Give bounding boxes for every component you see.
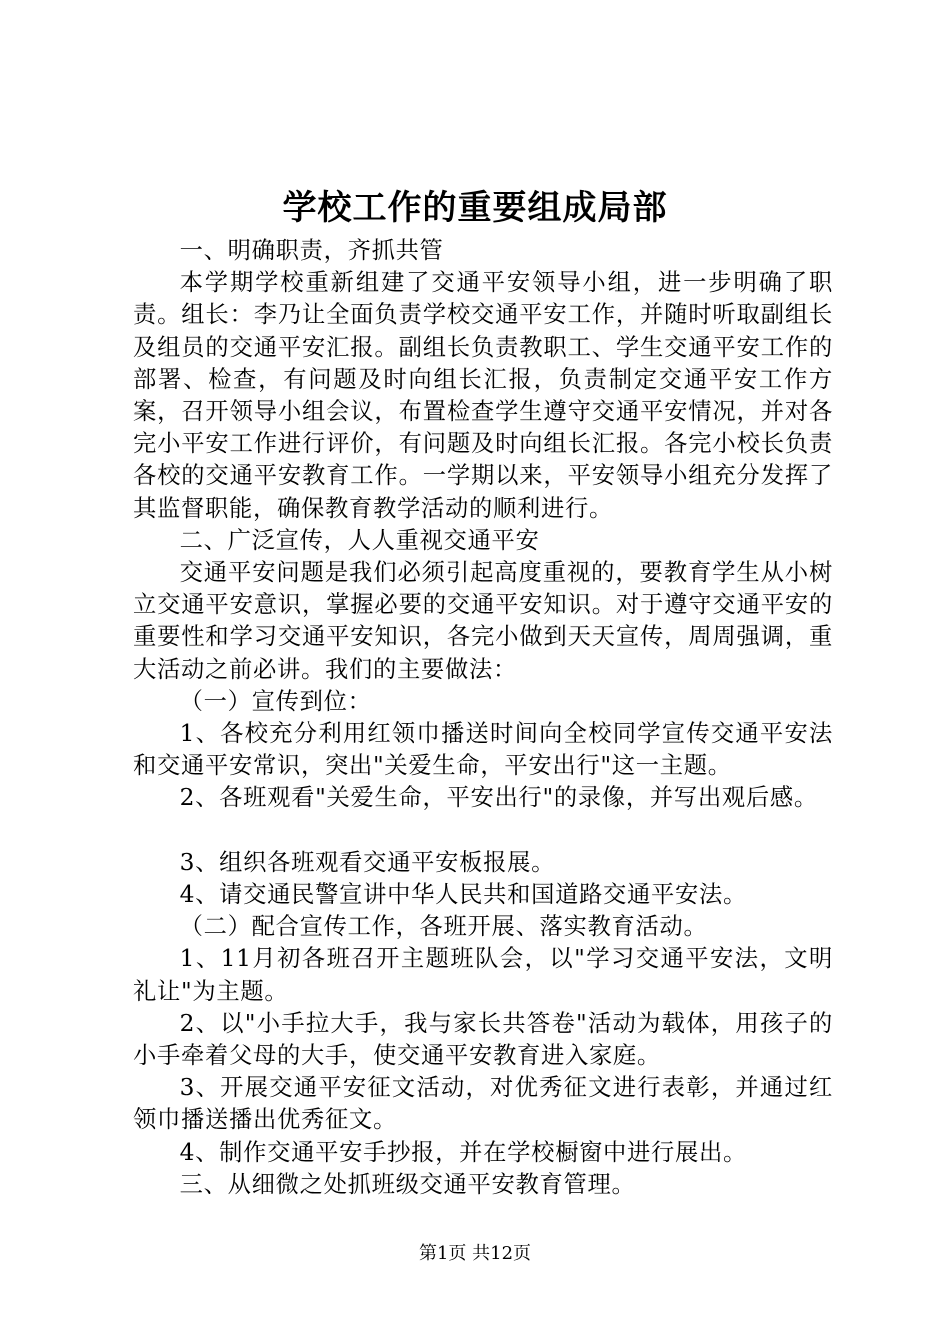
document-body xyxy=(133,235,833,1201)
list-item: 2、以"小手拉大手，我与家长共答卷"活动为载体，用孩子的小手牵着父母的大手，使交通平安教育进入家庭。 xyxy=(133,1009,833,1070)
section-heading-1: 一、明确职责，齐抓共管 xyxy=(179,237,444,264)
subsection-heading-2: （二）配合宣传工作，各班开展、落实教育活动。 xyxy=(179,913,708,941)
section-heading-2: 二、广泛宣传，人人重视交通平安 xyxy=(179,526,540,554)
list-item: 3、组织各班观看交通平安板报展。 xyxy=(179,848,556,876)
document-title: 学校工作的重要组成局部 xyxy=(282,188,668,228)
paragraph: 交通平安问题是我们必须引起高度重视的，要教育学生从小树立交通平安意识，掌握必要的交通平安知识。对于遵守交通平安的重要性和学习交通平安知识，各完小做到天天宣传，周周强调，重大活动之前必讲。我们的主要做法： xyxy=(133,559,833,683)
blank-line xyxy=(133,815,833,847)
list-item: 4、请交通民警宣讲中华人民共和国道路交通平安法。 xyxy=(179,881,748,909)
page-footer: 第1页 共12页 xyxy=(418,1243,532,1264)
subsection-heading-1: （一）宣传到位： xyxy=(179,687,372,715)
list-item: 3、开展交通平安征文活动，对优秀征文进行表彰，并通过红领巾播送播出优秀征文。 xyxy=(133,1074,833,1134)
list-item: 1、各校充分利用红领巾播送时间向全校同学宣传交通平安法和交通平安常识，突出"关爱生命，平安出行"这一主题。 xyxy=(133,720,833,780)
section-heading-3: 三、从细微之处抓班级交通平安教育管理。 xyxy=(179,1170,636,1198)
paragraph: 本学期学校重新组建了交通平安领导小组，进一步明确了职责。组长：李乃让全面负责学校交通平安工作，并随时听取副组长及组员的交通平安汇报。副组长负责教职工、学生交通平安工作的部署、检查，有问题及时向组长汇报，负责制定交通平安工作方案，召开领导小组会议，布置检查学生遵守交通平安情况，并对各完小平安工作进行评价，有问题及时向组长汇报。各完小校长负责各校的交通平安教育工作。一学期以来，平安领导小组充分发挥了其监督职能，确保教育教学活动的顺利进行。 xyxy=(133,269,833,522)
list-item: 1、11月初各班召开主题班队会，以"学习交通平安法，文明礼让"为主题。 xyxy=(133,945,833,1005)
list-item: 2、各班观看"关爱生命，平安出行"的录像，并写出观后感。 xyxy=(179,784,818,812)
list-item: 4、制作交通平安手抄报，并在学校橱窗中进行展出。 xyxy=(179,1138,748,1166)
